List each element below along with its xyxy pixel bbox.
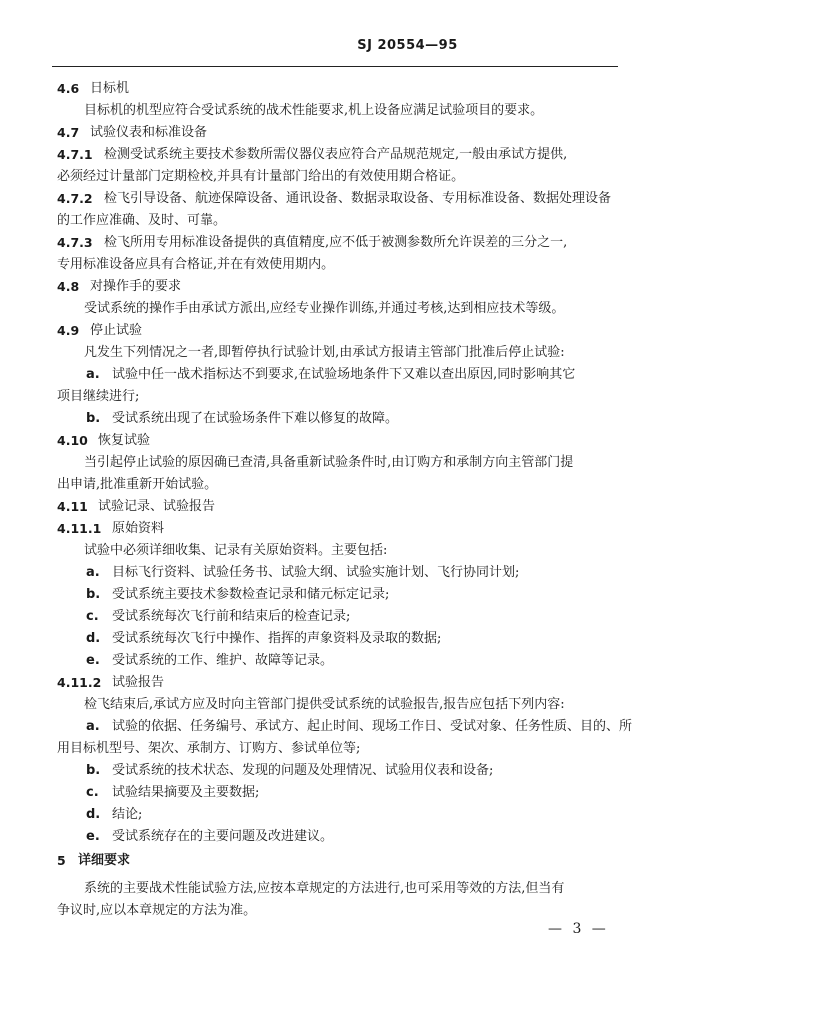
section-title: 日标机 <box>90 81 130 96</box>
paragraph-text: 争议时,应以本章规定的方法为准。 <box>57 903 257 918</box>
section-title: 对操作手的要求 <box>90 279 182 294</box>
list-text: 试验中任一战术指标达不到要求,在试验场地条件下又难以查出原因,同时影响其它 <box>112 367 576 382</box>
list-label: d. <box>86 631 101 646</box>
paragraph-text: 必须经过计量部门定期检校,并具有计量部门给出的有效使用期合格证。 <box>57 169 465 184</box>
section-title: 试验记录、试验报告 <box>98 499 216 514</box>
section-title: 试验报告 <box>112 675 165 690</box>
paragraph-text: 检飞结束后,承试方应及时向主管部门提供受试系统的试验报告,报告应包括下列内容: <box>84 697 565 712</box>
paragraph-text: 检测受试系统主要技术参数所需仪器仪表应符合产品规范规定,一般由承试方提供, <box>104 147 568 162</box>
list-label: c. <box>86 609 99 624</box>
list-label: d. <box>86 807 101 822</box>
section-title: 试验仪表和标准设备 <box>90 125 208 140</box>
page-number: — 3 — <box>548 921 609 937</box>
paragraph-text: 检飞引导设备、航迹保障设备、通讯设备、数据录取设备、专用标准设备、数据处理设备 <box>104 191 612 206</box>
list-label: b. <box>86 587 101 602</box>
paragraph-text: 出申请,批准重新开始试验。 <box>57 477 218 492</box>
header-rule <box>52 66 618 67</box>
list-text: 受试系统出现了在试验场条件下难以修复的故障。 <box>112 411 399 426</box>
paragraph-text: 的工作应准确、及时、可靠。 <box>57 213 227 228</box>
section-number: 4.9 <box>57 323 80 338</box>
section-number: 4.11.2 <box>57 675 102 690</box>
section-number: 4.7.3 <box>57 235 93 250</box>
section-number: 4.6 <box>57 81 80 96</box>
list-text: 结论; <box>112 807 143 822</box>
paragraph-text: 目标机的机型应符合受试系统的战术性能要求,机上设备应满足试验项目的要求。 <box>84 103 544 118</box>
paragraph-text: 检飞所用专用标准设备提供的真值精度,应不低于被测参数所允许误差的三分之一, <box>104 235 568 250</box>
section-title: 停止试验 <box>90 323 143 338</box>
list-text: 项目继续进行; <box>57 389 140 404</box>
section-number: 4.7 <box>57 125 80 140</box>
section-title: 恢复试验 <box>98 433 151 448</box>
list-label: b. <box>86 763 101 778</box>
section-title: 原始资料 <box>112 521 165 536</box>
list-text: 受试系统每次飞行中操作、指挥的声象资料及录取的数据; <box>112 631 442 646</box>
list-text: 受试系统主要技术参数检查记录和储元标定记录; <box>112 587 390 602</box>
section-number: 4.10 <box>57 433 88 448</box>
paragraph-text: 试验中必须详细收集、记录有关原始资料。主要包括: <box>84 543 388 558</box>
section-number: 5 <box>57 853 66 868</box>
list-label: a. <box>86 565 100 580</box>
section-title: 详细要求 <box>78 853 131 868</box>
document-number: SJ 20554—95 <box>357 38 458 53</box>
list-text: 试验的依据、任务编号、承试方、起止时间、现场工作日、受试对象、任务性质、目的、所 <box>112 719 633 734</box>
list-label: e. <box>86 653 100 668</box>
list-label: e. <box>86 829 100 844</box>
section-number: 4.7.2 <box>57 191 93 206</box>
list-text: 受试系统的技术状态、发现的问题及处理情况、试验用仪表和设备; <box>112 763 494 778</box>
paragraph-text: 当引起停止试验的原因确已查清,具备重新试验条件时,由订购方和承制方向主管部门提 <box>84 455 574 470</box>
list-text: 受试系统的工作、维护、故障等记录。 <box>112 653 334 668</box>
section-number: 4.8 <box>57 279 80 294</box>
list-label: a. <box>86 719 100 734</box>
section-number: 4.11 <box>57 499 88 514</box>
section-number: 4.11.1 <box>57 521 102 536</box>
list-text: 受试系统存在的主要问题及改进建议。 <box>112 829 334 844</box>
list-text: 受试系统每次飞行前和结束后的检查记录; <box>112 609 351 624</box>
list-label: c. <box>86 785 99 800</box>
paragraph-text: 凡发生下列情况之一者,即暂停执行试验计划,由承试方报请主管部门批准后停止试验: <box>84 345 565 360</box>
section-number: 4.7.1 <box>57 147 93 162</box>
list-text: 目标飞行资料、试验任务书、试验大纲、试验实施计划、飞行协同计划; <box>112 565 520 580</box>
paragraph-text: 专用标准设备应具有合格证,并在有效使用期内。 <box>57 257 335 272</box>
list-label: b. <box>86 411 101 426</box>
paragraph-text: 受试系统的操作手由承试方派出,应经专业操作训练,并通过考核,达到相应技术等级。 <box>84 301 565 316</box>
list-label: a. <box>86 367 100 382</box>
list-text: 试验结果摘要及主要数据; <box>112 785 260 800</box>
paragraph-text: 系统的主要战术性能试验方法,应按本章规定的方法进行,也可采用等效的方法,但当有 <box>84 881 565 896</box>
list-text: 用目标机型号、架次、承制方、订购方、参试单位等; <box>57 741 361 756</box>
